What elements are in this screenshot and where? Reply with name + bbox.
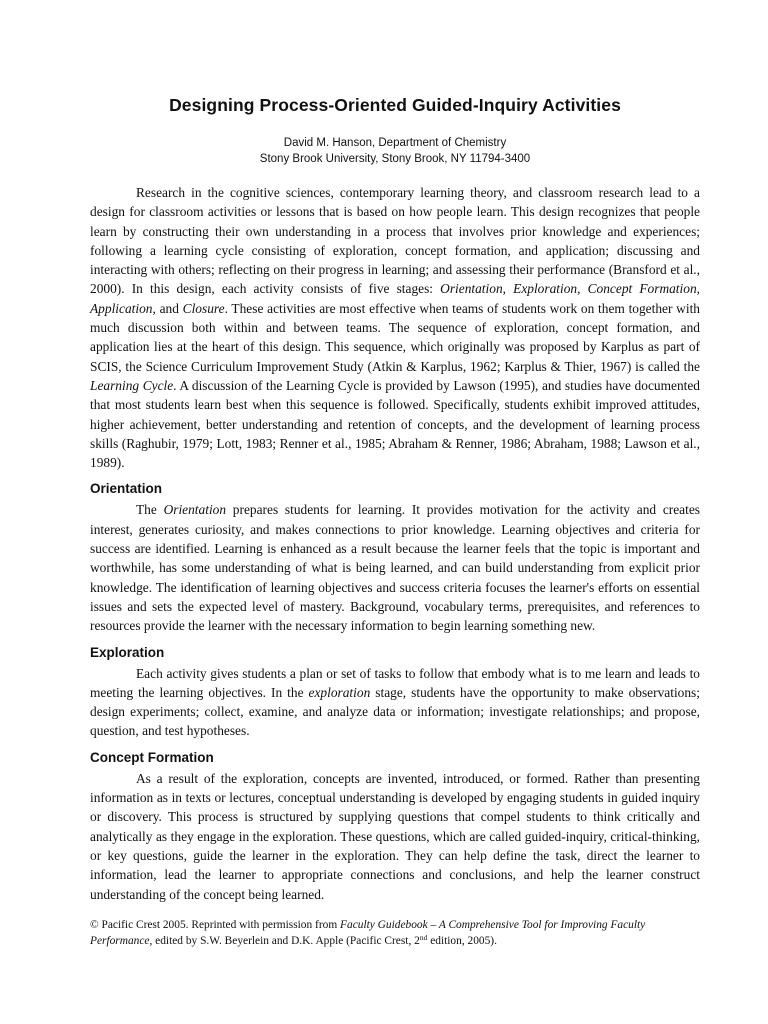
author-line-2: Stony Brook University, Stony Brook, NY 11794-3400 [259,153,531,165]
author-line-1: David M. Hanson, Department of Chemistry [283,137,507,149]
exploration-paragraph: Each activity gives students a plan or set of tasks to follow that embody what is to me learn and leads to meeting the learning objectives. In the exploration stage, students have the opportunity to make observations; design experiments; collect, examine, and analyze data or information; investigate relationships; and propose, question, and test hypotheses. [90,665,700,739]
intro-paragraph: Research in the cognitive sciences, contemporary learning theory, and classroom research lead to a design for classroom activities or lessons that is based on how people learn. This design recognizes that people learn by constructing their own understanding in a process that involves prior knowledge and experiences; following a learning cycle consisting of exploration, concept formation, and application; discussing and interacting with others; reflecting on their progress in learning; and assessing their performance (Bransford et al., 2000). In this design, each activity consists of five stages: Orientation, Exploration, Concept Formation, Application, and Closure. These activities are most effective when teams of students work on them together with much discussion both within and between teams. The sequence of exploration, concept formation, and application lies at the heart of this design. This sequence, which originally was proposed by Karplus as part of SCIS, the Science Curriculum Improvement Study (Atkin & Karplus, 1962; Karplus & Thier, 1967) is called the Learning Cycle. A discussion of the Learning Cycle is provided by Lawson (1995), and studies have documented that most students learn best when this sequence is followed. Specifically, students exhibit improved attitudes, higher achievement, better understanding and retention of concepts, and the development of learning process skills (Raghubir, 1979; Lott, 1983; Renner et al., 1985; Abraham & Renner, 1986; Abraham, 1988; Lawson et al., 1989). [90,185,701,471]
document-page [90,0,700,904]
concept-formation-paragraph: As a result of the exploration, concepts are invented, introduced, or formed. Rather than presenting information as in texts or lectures, conceptual understanding is developed by engaging students in guided inquiry or discovery. This process is structured by supplying questions that compel students to think critically and analytically as they engage in the exploration. These questions, which are called guided-inquiry, critical-thinking, or key questions, guide the learner in the exploration. They can help define the task, direct the learner to information, lead the learner to appropriate connections and conclusions, and help the learner construct understanding of the concept being learned. [90,770,700,902]
author-block [90,135,700,167]
page-title: Designing Process-Oriented Guided-Inquiry Activities [169,95,621,115]
orientation-paragraph: The Orientation prepares students for learning. It provides motivation for the activity and creates interest, generates curiosity, and makes connections to prior knowledge. Learning objectives and criteria for success are identified. Learning is enhanced as a result because the learner feels that the topic is important and worthwhile, has some understanding of what is being learned, and can build understanding from explicit prior knowledge. The identification of learning objectives and success criteria focuses the learner's efforts on essential issues and sets the expected level of mastery. Background, vocabulary terms, prerequisites, and references to resources provide the learner with the necessary information to begin learning something new. [90,502,700,634]
heading-exploration: Exploration [90,644,165,660]
copyright-footer: © Pacific Crest 2005. Reprinted with permission from Faculty Guidebook – A Comprehensive Tool for Improving Faculty Performance, edited by S.W. Beyerlein and D.K. Apple (Pacific Crest, 2nd edition, 2005). [90,919,646,947]
heading-orientation: Orientation [90,481,163,497]
heading-concept-formation: Concept Formation [90,749,214,765]
